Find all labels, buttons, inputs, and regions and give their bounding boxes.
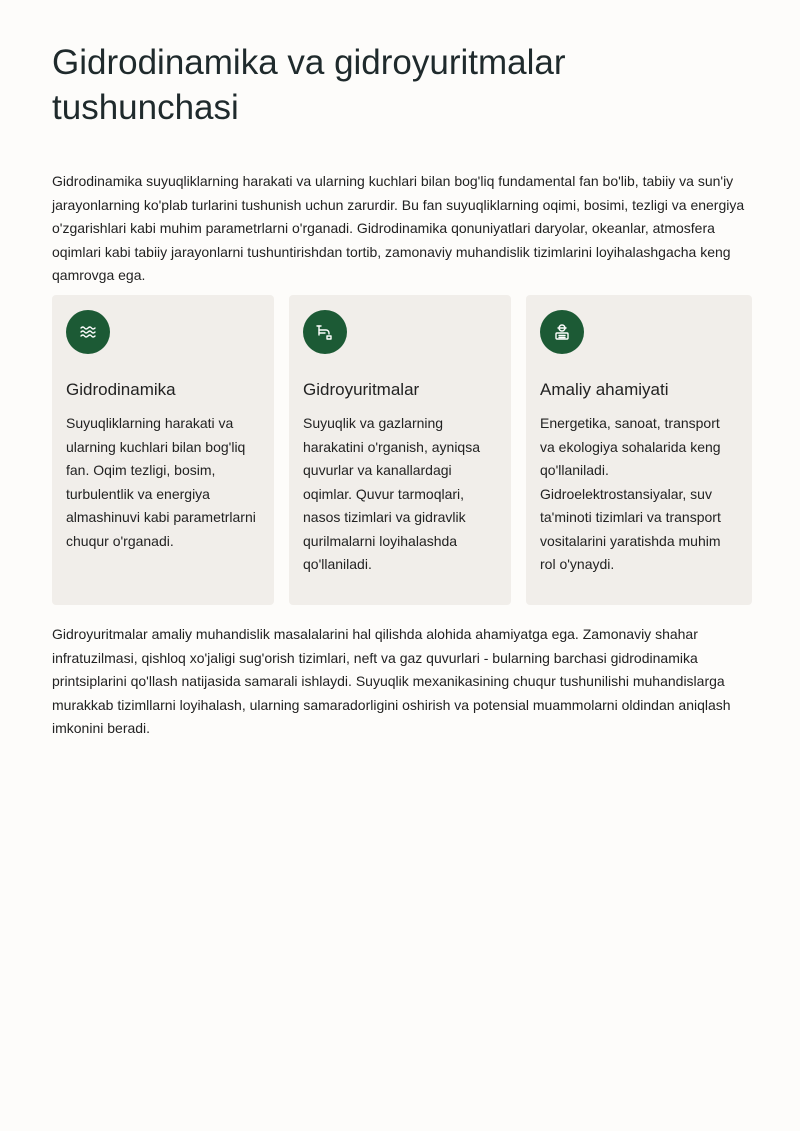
- document-page: [52, 40, 752, 736]
- card-gidroyuritmalar: [289, 295, 511, 605]
- card-text: Suyuqliklarning harakati va ularning kuchlari bilan bog'liq fan. Oqim tezligi, bosim, turbulentlik va energiya almashinuvi kabi parametrlarni chuqur o'rganadi.: [66, 415, 256, 549]
- page-title: Gidrodinamika va gidroyuritmalar tushunchasi: [52, 43, 566, 127]
- card-title: Gidrodinamika: [66, 380, 176, 399]
- card-icon-badge: [540, 310, 584, 354]
- faucet-icon: [315, 322, 335, 342]
- intro-paragraph: Gidrodinamika suyuqliklarning harakati va ularning kuchlari bilan bog'liq fundamental fan bo'lib, tabiiy va sun'iy jarayonlarning ko'plab turlarini tushunish uchun zarurdir. Bu fan suyuqliklarning oqimi, bosimi, tezligi va energiya o'zgarishlari kabi muhim parametrlarni o'rganadi. Gidrodinamika qonuniyatlari daryolar, okeanlar, atmosfera oqimlari kabi tabiiy jarayonlarni tushuntirishdan tortib, zamonaviy muhandislik tizimlarini loyihalashgacha keng qamrovga ega.: [52, 173, 745, 283]
- outro-paragraph: Gidroyuritmalar amaliy muhandislik masalalarini hal qilishda alohida ahamiyatga ega. Zamonaviy shahar infratuzilmasi, qishloq xo'jaligi sug'orish tizimlari, neft va gaz quvurlari - bularning barchasi gidrodinamika printsiplarini qo'llash natijasida samarali ishlaydi. Suyuqlik mexanikasining chuqur tushunilishi muhandislarga murakkab tizimllarni loyihalash, ularning samaradorligini oshirish va potensial muammolarni oldindan aniqlash imkonini beradi.: [52, 626, 731, 736]
- card-amaliy-ahamiyati: [526, 295, 752, 605]
- card-text: Energetika, sanoat, transport va ekologiya sohalarida keng qo'llaniladi. Gidroelektrostansiyalar, suv ta'minoti tizimlari va transport vositalarini yaratishda muhim rol o'ynaydi.: [540, 415, 721, 572]
- engineer-icon: [552, 322, 572, 342]
- feature-cards: [52, 295, 752, 605]
- water-waves-icon: [78, 322, 98, 342]
- card-title: Gidroyuritmalar: [303, 380, 420, 399]
- card-title: Amaliy ahamiyati: [540, 380, 669, 399]
- card-text: Suyuqlik va gazlarning harakatini o'rganish, ayniqsa quvurlar va kanallardagi oqimlar. Quvur tarmoqlari, nasos tizimlari va gidravlik qurilmalarni loyihalashda qo'llaniladi.: [303, 415, 481, 572]
- card-icon-badge: [66, 310, 110, 354]
- card-gidrodinamika: [52, 295, 274, 605]
- card-icon-badge: [303, 310, 347, 354]
